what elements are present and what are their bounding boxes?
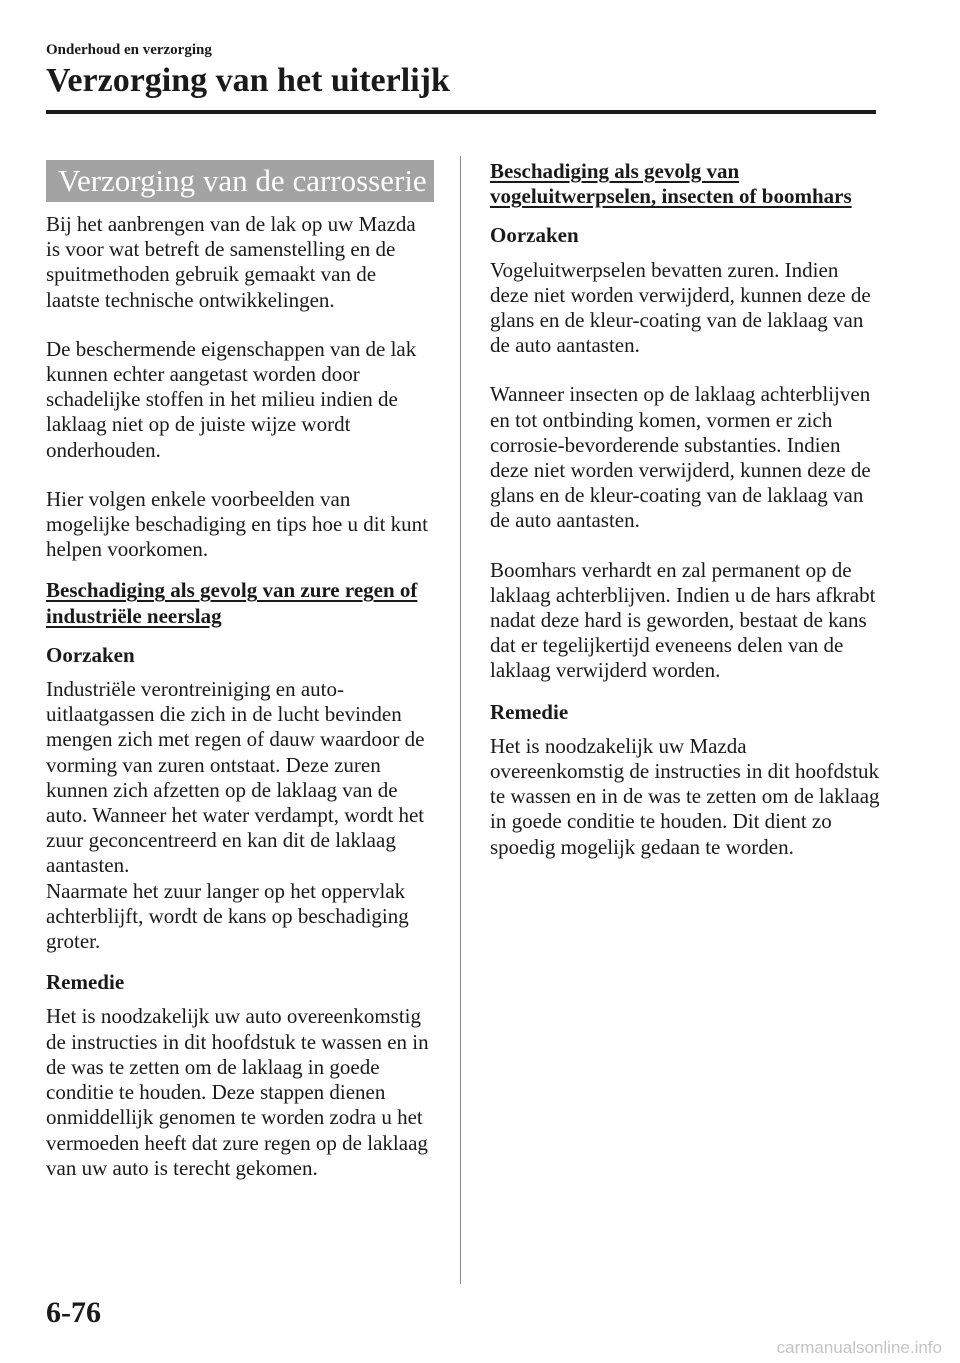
remedy-paragraph: Het is noodzakelijk uw Mazda overeenkomstig de instructies in dit hoofdstuk te wassen en in de was te zetten om de laklaag in goede conditie te houden. Dit dient zo spoedig mogelijk gedaan te worden. [490, 733, 880, 859]
page-number: 6-76 [46, 1296, 101, 1329]
left-column [46, 160, 434, 1181]
causes-paragraph: Naarmate het zuur langer op het oppervlak achterblijft, wordt de kans op beschadiging groter. [46, 878, 409, 954]
causes-paragraph: Vogeluitwerpselen bevatten zuren. Indien deze niet worden verwijderd, kunnen deze de glans en de kleur-coating van de laklaag van de auto aantasten. [490, 257, 871, 358]
intro-paragraph: Hier volgen enkele voorbeelden van mogelijke beschadiging en tips hoe u dit kunt helpen voorkomen. [46, 486, 429, 562]
causes-paragraph: Industriële verontreiniging en auto-uitlaatgassen die zich in de lucht bevinden mengen zich met regen of dauw waardoor de vorming van zuren ontstaat. Deze zuren kunnen zich afzetten op de laklaag van de auto. Wanneer het water verdampt, wordt het zuur geconcentreerd en kan dit de laklaag aantasten. [46, 677, 425, 878]
watermark: carmanualsonline.info [776, 1338, 942, 1357]
section-label: Onderhoud en verzorging [46, 42, 212, 58]
causes-paragraph: Wanneer insecten op de laklaag achterblijven en tot ontbinding komen, vormen er zich corrosie-bevorderende substanties. Indien deze niet worden verwijderd, kunnen deze de glans en de kleur-coating van de laklaag van de auto aantasten. [490, 382, 871, 533]
remedy-label: Remedie [46, 970, 125, 995]
chapter-title: Verzorging van het uiterlijk [46, 62, 450, 99]
section-banner: Verzorging van de carrosserie [46, 160, 434, 202]
acid-rain-heading: Beschadiging als gevolg van zure regen of industriële neerslag [46, 578, 418, 628]
causes-paragraph: Boomhars verhardt en zal permanent op de laklaag achterblijven. Indien u de hars afkrabt nadat deze hard is geworden, bestaat de kans dat er tegelijkertijd eveneens delen van de laklaag verwijderd worden. [490, 557, 876, 683]
column-divider [460, 156, 461, 1284]
causes-label: Oorzaken [46, 642, 135, 667]
header-rule [46, 110, 876, 114]
intro-paragraph: De beschermende eigenschappen van de lak kunnen echter aangetast worden door schadelijke stoffen in het milieu indien de laklaag niet op de juiste wijze wordt onderhouden. [46, 336, 417, 462]
droppings-heading: Beschadiging als gevolg van vogeluitwerpselen, insecten of boomhars [490, 159, 852, 209]
causes-label: Oorzaken [490, 223, 579, 248]
right-column [490, 159, 882, 860]
remedy-paragraph: Het is noodzakelijk uw auto overeenkomstig de instructies in dit hoofdstuk te wassen en in de was te zetten om de laklaag in goede conditie te houden. Deze stappen dienen onmiddellijk genomen te worden zodra u het vermoeden heeft dat zure regen op de laklaag van uw auto is terecht gekomen. [46, 1004, 429, 1180]
remedy-label: Remedie [490, 699, 569, 724]
intro-paragraph: Bij het aanbrengen van de lak op uw Mazda is voor wat betreft de samenstelling en de spuitmethoden gebruik gemaakt van de laatste technische ontwikkelingen. [46, 212, 416, 312]
